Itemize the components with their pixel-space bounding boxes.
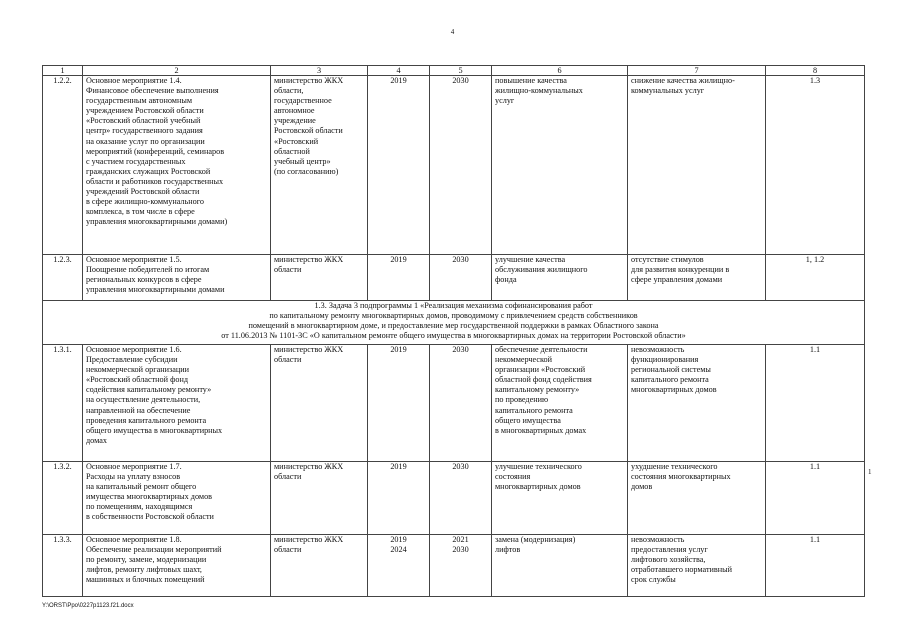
consequence: ухудшение технического состояния многоквартирных домов [628, 462, 766, 535]
end-year: 2030 [430, 462, 492, 535]
row-number: 1.3.3. [43, 535, 83, 597]
table-row [43, 345, 865, 462]
column-number: 4 [368, 66, 430, 76]
table-row [43, 255, 865, 301]
consequence: невозможность предоставления услуг лифтового хозяйства, отработавшего нормативный срок службы [628, 535, 766, 597]
indicator-link: 1.1 [766, 345, 865, 462]
indicator-link: 1.1 [766, 535, 865, 597]
page-number: 4 [450, 28, 455, 36]
end-year: 2030 [430, 345, 492, 462]
column-number: 8 [766, 66, 865, 76]
executor: министерство ЖКХ области [271, 345, 368, 462]
measure-name: Основное мероприятие 1.8. Обеспечение реализации мероприятий по ремонту, замене, модернизации лифтов, ремонту лифтовых шахт, машинных и блочных помещений [83, 535, 271, 597]
expected-result: повышение качества жилищно-коммунальных услуг [492, 76, 628, 255]
expected-result: замена (модернизация) лифтов [492, 535, 628, 597]
column-number: 3 [271, 66, 368, 76]
measure-name: Основное мероприятие 1.4. Финансовое обеспечение выполнения государственным автономным учреждением Ростовской области «Ростовский областной учебный центр» государственного задания на оказание услуг по организации мероприятий (конференций, семинаров с участием государственных гражданских служащих Ростовской области и работников государственных учреждений Ростовской области в сфере жилищно-коммунального комплекса, в том числе в сфере управления многоквартирными домами) [83, 76, 271, 255]
expected-result: улучшение качества обслуживания жилищного фонда [492, 255, 628, 301]
row-number: 1.2.2. [43, 76, 83, 255]
column-number: 6 [492, 66, 628, 76]
start-year: 2019 2024 [368, 535, 430, 597]
column-number-row [43, 66, 865, 76]
consequence: невозможность функционирования региональной системы капитального ремонта многоквартирных домов [628, 345, 766, 462]
task-heading: 1.3. Задача 3 подпрограммы 1 «Реализация механизма софинансирования работ по капитальному ремонту многоквартирных домов, проводимому с привлечением средств собственников помещений в многоквартирном доме, и предоставление мер государственной поддержки в рамках Областного закона от 11.06.2013 № 1101-ЗС «О капитальном ремонте общего имущества в многоквартирных домах на территории Ростовской области» [43, 301, 865, 345]
end-year: 2021 2030 [430, 535, 492, 597]
table-row [43, 535, 865, 597]
indicator-link: 1.1 [766, 462, 865, 535]
table-row [43, 76, 865, 255]
measure-name: Основное мероприятие 1.7. Расходы на уплату взносов на капитальный ремонт общего имущества многоквартирных домов по помещениям, находящимся в собственности Ростовской области [83, 462, 271, 535]
start-year: 2019 [368, 345, 430, 462]
table-row [43, 462, 865, 535]
start-year: 2019 [368, 462, 430, 535]
executor: министерство ЖКХ области [271, 535, 368, 597]
end-year: 2030 [430, 255, 492, 301]
expected-result: улучшение технического состояния многоквартирных домов [492, 462, 628, 535]
row-number: 1.3.2. [43, 462, 83, 535]
measures-table [42, 65, 865, 597]
executor: министерство ЖКХ области [271, 462, 368, 535]
executor: министерство ЖКХ области, государственное автономное учреждение Ростовской области «Ростовский областной учебный центр» (по согласованию) [271, 76, 368, 255]
footer-file-path: Y:\ORST\Ppo\0227p1123.f21.docx [42, 603, 134, 609]
column-number: 1 [43, 66, 83, 76]
row-number: 1.2.3. [43, 255, 83, 301]
measure-name: Основное мероприятие 1.5. Поощрение победителей по итогам региональных конкурсов в сфере управления многоквартирными домами [83, 255, 271, 301]
start-year: 2019 [368, 76, 430, 255]
measure-name: Основное мероприятие 1.6. Предоставление субсидии некоммерческой организации «Ростовский областной фонд содействия капитальному ремонту» на осуществление деятельности, направленной на обеспечение проведения капитального ремонта общего имущества в многоквартирных домах [83, 345, 271, 462]
margin-mark: 1 [868, 468, 872, 476]
indicator-link: 1.3 [766, 76, 865, 255]
indicator-link: 1, 1.2 [766, 255, 865, 301]
column-number: 2 [83, 66, 271, 76]
task-heading-row [43, 301, 865, 345]
row-number: 1.3.1. [43, 345, 83, 462]
consequence: отсутствие стимулов для развития конкуренции в сфере управления домами [628, 255, 766, 301]
column-number: 5 [430, 66, 492, 76]
expected-result: обеспечение деятельности некоммерческой организации «Ростовский областной фонд содействия капитальному ремонту» по проведению капитального ремонта общего имущества в многоквартирных домах [492, 345, 628, 462]
end-year: 2030 [430, 76, 492, 255]
consequence: снижение качества жилищно- коммунальных услуг [628, 76, 766, 255]
column-number: 7 [628, 66, 766, 76]
start-year: 2019 [368, 255, 430, 301]
executor: министерство ЖКХ области [271, 255, 368, 301]
